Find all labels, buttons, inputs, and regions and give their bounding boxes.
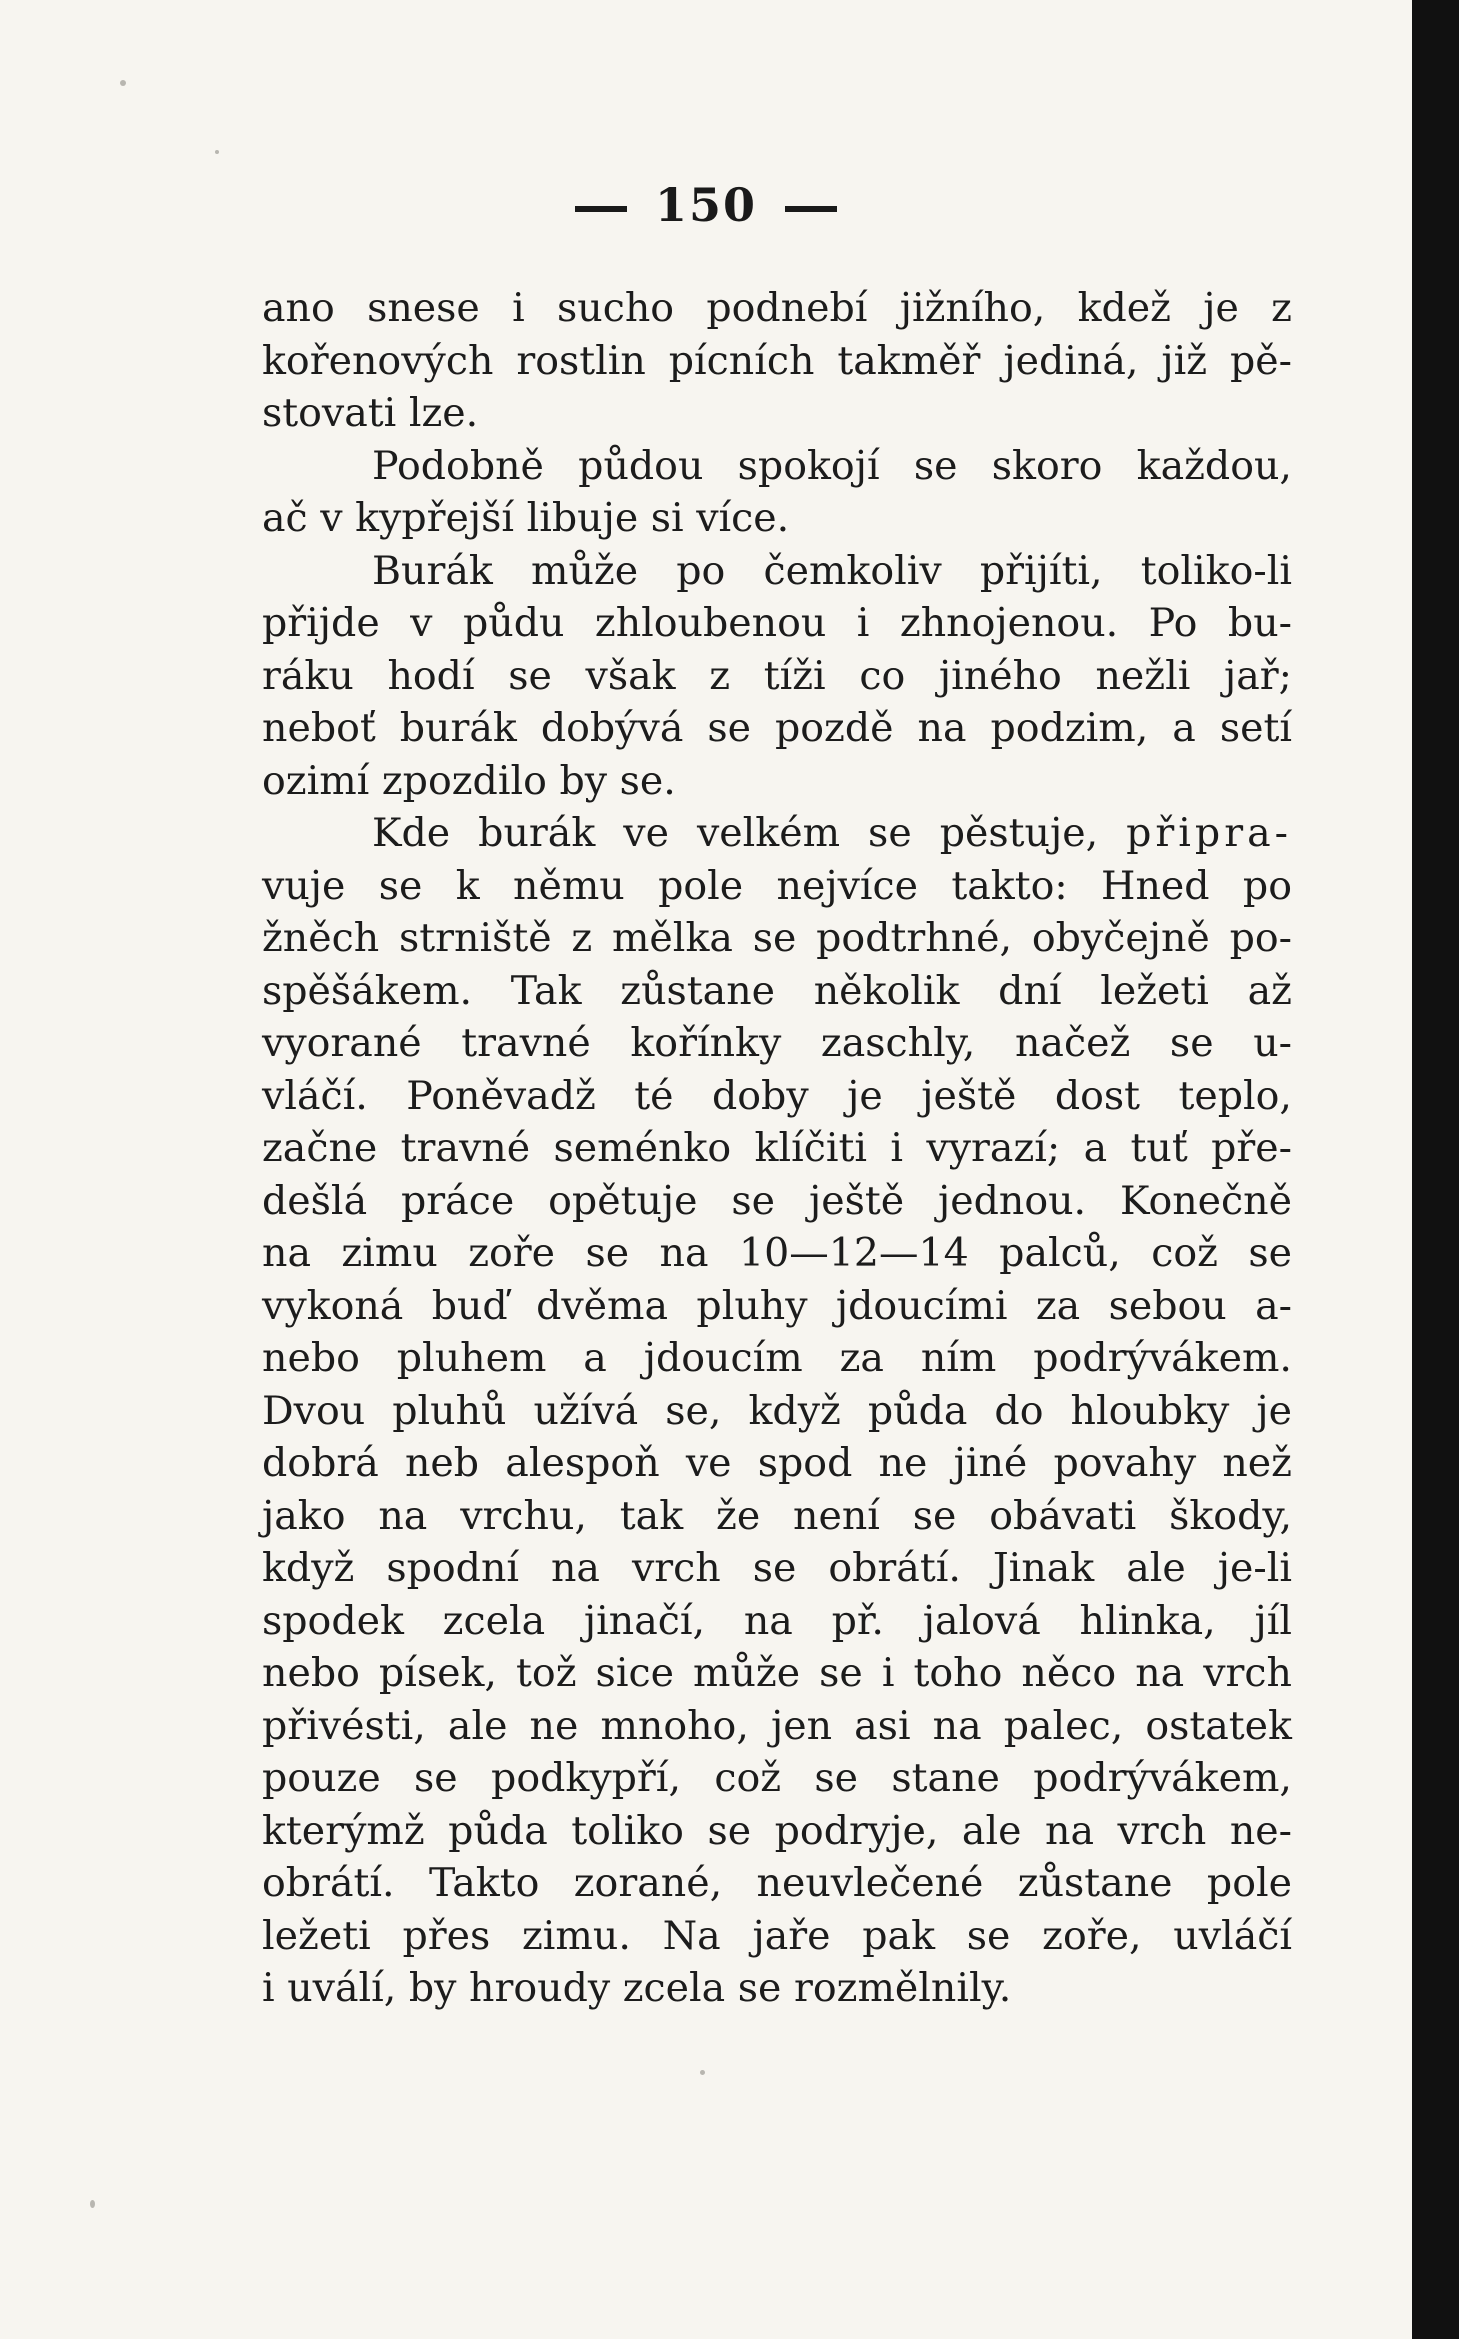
text-line: přijde v půdu zhloubenou i zhnojenou. Po bu- xyxy=(262,600,1292,646)
text-line: neboť burák dobývá se pozdě na podzim, a setí xyxy=(262,705,1292,751)
text-line: pouze se podkypří, což se stane podrývákem, xyxy=(262,1755,1292,1801)
text-line: jako na vrchu, tak že není se obávati škody, xyxy=(262,1492,1292,1539)
header-dash-left xyxy=(575,206,627,212)
paper-speck xyxy=(90,2200,95,2208)
text-line: spěšákem. Tak zůstane několik dní ležeti až xyxy=(262,967,1292,1014)
text-line: ano snese i sucho podnebí jižního, kdež je z xyxy=(262,285,1292,331)
text-line: ležeti přes zimu. Na jaře pak se zoře, uvláčí xyxy=(262,1912,1292,1959)
text-line: vyorané travné kořínky zaschly, načež se u- xyxy=(262,1020,1292,1066)
paper-speck xyxy=(215,150,219,154)
text-line: vláčí. Poněvadž té doby je ještě dost teplo, xyxy=(262,1072,1292,1119)
text-line: spodek zcela jinačí, na př. jalová hlinka, jíl xyxy=(262,1597,1292,1644)
text-line: obrátí. Takto zorané, neuvlečené zůstane pole xyxy=(262,1860,1292,1906)
paper-speck xyxy=(700,2070,705,2075)
body-text xyxy=(262,282,1292,2015)
text-line: dobrá neb alespoň ve spod ne jiné povahy než xyxy=(262,1440,1292,1486)
page-header xyxy=(0,178,1412,232)
text-line: nebo písek, tož sice může se i toho něco na vrch xyxy=(262,1650,1292,1696)
text-line: když spodní na vrch se obrátí. Jinak ale je-li xyxy=(262,1545,1292,1591)
text-line: přivésti, ale ne mnoho, jen asi na palec, ostatek xyxy=(262,1702,1292,1749)
text-line: kterýmž půda toliko se podryje, ale na vrch ne- xyxy=(262,1807,1292,1854)
text-line: Kde burák ve velkém se pěstuje, připra- xyxy=(372,810,1292,856)
text-line: začne travné seménko klíčiti i vyrazí; a tuť pře- xyxy=(262,1125,1292,1171)
text-line: ač v kypřejší libuje si více. xyxy=(262,495,790,541)
text-line: kořenových rostlin pícních takměř jediná, již pě- xyxy=(262,337,1292,384)
spaced-emphasis: připra- xyxy=(1126,810,1292,856)
paper-speck xyxy=(120,80,126,86)
text-line: na zimu zoře se na 10—12—14 palců, což se xyxy=(262,1230,1292,1276)
text-line: Dvou pluhů užívá se, když půda do hloubky je xyxy=(262,1387,1292,1434)
text-line: stovati lze. xyxy=(262,390,479,436)
text-line: i uválí, by hroudy zcela se rozmělnily. xyxy=(262,1965,1012,2011)
text-line: Podobně půdou spokojí se skoro každou, xyxy=(372,442,1292,489)
text-line: ráku hodí se však z tíži co jiného nežli jař; xyxy=(262,652,1292,699)
text-line: vykoná buď dvěma pluhy jdoucími za sebou a- xyxy=(262,1282,1292,1329)
page-edge-shadow xyxy=(1412,0,1459,2339)
header-dash-right xyxy=(785,206,837,212)
text-line: žněch strniště z mělka se podtrhné, obyčejně po- xyxy=(262,915,1292,961)
text-line: nebo pluhem a jdoucím za ním podrývákem. xyxy=(262,1335,1292,1381)
text-line: dešlá práce opětuje se ještě jednou. Konečně xyxy=(262,1177,1292,1224)
page-number: 150 xyxy=(654,178,758,232)
text-line: vuje se k němu pole nejvíce takto: Hned po xyxy=(262,862,1292,909)
text-line: ozimí zpozdilo by se. xyxy=(262,757,676,804)
text-line: Burák může po čemkoliv přijíti, toliko-li xyxy=(372,547,1292,594)
